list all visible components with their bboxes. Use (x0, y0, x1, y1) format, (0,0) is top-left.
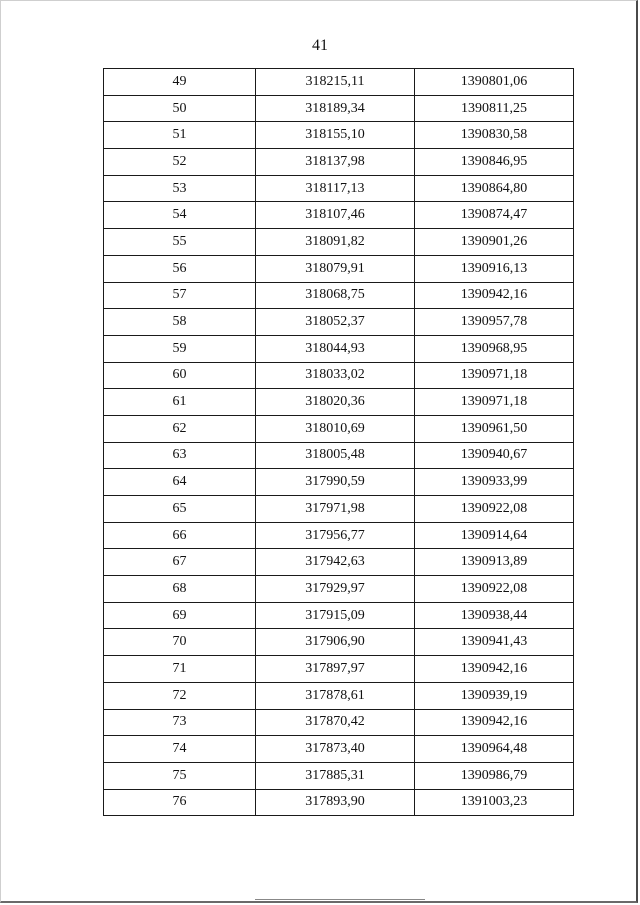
table-row (104, 282, 574, 309)
point-number-cell: 68 (104, 576, 256, 603)
y-coordinate-cell: 1390961,50 (415, 415, 574, 442)
point-number-cell: 58 (104, 309, 256, 336)
table-row (104, 522, 574, 549)
table-row (104, 389, 574, 416)
x-coordinate-cell: 318091,82 (256, 229, 415, 256)
coordinates-table-body (104, 69, 574, 816)
y-coordinate-cell: 1390916,13 (415, 255, 574, 282)
table-row (104, 95, 574, 122)
table-row (104, 736, 574, 763)
x-coordinate-cell: 317873,40 (256, 736, 415, 763)
table-row (104, 602, 574, 629)
y-coordinate-cell: 1390864,80 (415, 175, 574, 202)
x-coordinate-cell: 318215,11 (256, 69, 415, 96)
y-coordinate-cell: 1390801,06 (415, 69, 574, 96)
point-number-cell: 56 (104, 255, 256, 282)
y-coordinate-cell: 1390811,25 (415, 95, 574, 122)
x-coordinate-cell: 318044,93 (256, 335, 415, 362)
x-coordinate-cell: 318117,13 (256, 175, 415, 202)
y-coordinate-cell: 1390874,47 (415, 202, 574, 229)
x-coordinate-cell: 317990,59 (256, 469, 415, 496)
y-coordinate-cell: 1390942,16 (415, 656, 574, 683)
page-number: 41 (312, 37, 328, 54)
y-coordinate-cell: 1390914,64 (415, 522, 574, 549)
point-number-cell: 52 (104, 149, 256, 176)
table-row (104, 149, 574, 176)
y-coordinate-cell: 1390971,18 (415, 362, 574, 389)
table-row (104, 789, 574, 816)
point-number-cell: 74 (104, 736, 256, 763)
x-coordinate-cell: 318033,02 (256, 362, 415, 389)
x-coordinate-cell: 318155,10 (256, 122, 415, 149)
y-coordinate-cell: 1390971,18 (415, 389, 574, 416)
y-coordinate-cell: 1390922,08 (415, 576, 574, 603)
x-coordinate-cell: 318137,98 (256, 149, 415, 176)
y-coordinate-cell: 1390846,95 (415, 149, 574, 176)
table-row (104, 229, 574, 256)
y-coordinate-cell: 1390942,16 (415, 709, 574, 736)
x-coordinate-cell: 317885,31 (256, 762, 415, 789)
table-row (104, 362, 574, 389)
bottom-edge-mark (255, 899, 425, 900)
x-coordinate-cell: 318020,36 (256, 389, 415, 416)
x-coordinate-cell: 317878,61 (256, 682, 415, 709)
point-number-cell: 62 (104, 415, 256, 442)
y-coordinate-cell: 1391003,23 (415, 789, 574, 816)
table-row (104, 549, 574, 576)
point-number-cell: 54 (104, 202, 256, 229)
table-row (104, 69, 574, 96)
y-coordinate-cell: 1390922,08 (415, 496, 574, 523)
y-coordinate-cell: 1390941,43 (415, 629, 574, 656)
x-coordinate-cell: 318052,37 (256, 309, 415, 336)
point-number-cell: 60 (104, 362, 256, 389)
point-number-cell: 66 (104, 522, 256, 549)
point-number-cell: 73 (104, 709, 256, 736)
table-row (104, 442, 574, 469)
table-row (104, 309, 574, 336)
point-number-cell: 55 (104, 229, 256, 256)
x-coordinate-cell: 318010,69 (256, 415, 415, 442)
x-coordinate-cell: 317915,09 (256, 602, 415, 629)
x-coordinate-cell: 317870,42 (256, 709, 415, 736)
x-coordinate-cell: 317906,90 (256, 629, 415, 656)
point-number-cell: 63 (104, 442, 256, 469)
table-row (104, 122, 574, 149)
table-row (104, 255, 574, 282)
y-coordinate-cell: 1390939,19 (415, 682, 574, 709)
point-number-cell: 57 (104, 282, 256, 309)
point-number-cell: 76 (104, 789, 256, 816)
point-number-cell: 49 (104, 69, 256, 96)
point-number-cell: 59 (104, 335, 256, 362)
point-number-cell: 75 (104, 762, 256, 789)
point-number-cell: 69 (104, 602, 256, 629)
y-coordinate-cell: 1390968,95 (415, 335, 574, 362)
x-coordinate-cell: 318107,46 (256, 202, 415, 229)
x-coordinate-cell: 318189,34 (256, 95, 415, 122)
x-coordinate-cell: 317942,63 (256, 549, 415, 576)
y-coordinate-cell: 1390986,79 (415, 762, 574, 789)
table-row (104, 656, 574, 683)
table-row (104, 682, 574, 709)
y-coordinate-cell: 1390957,78 (415, 309, 574, 336)
table-row (104, 335, 574, 362)
y-coordinate-cell: 1390830,58 (415, 122, 574, 149)
point-number-cell: 72 (104, 682, 256, 709)
point-number-cell: 50 (104, 95, 256, 122)
point-number-cell: 65 (104, 496, 256, 523)
point-number-cell: 67 (104, 549, 256, 576)
point-number-cell: 64 (104, 469, 256, 496)
table-row (104, 762, 574, 789)
table-row (104, 175, 574, 202)
y-coordinate-cell: 1390942,16 (415, 282, 574, 309)
x-coordinate-cell: 317929,97 (256, 576, 415, 603)
x-coordinate-cell: 317893,90 (256, 789, 415, 816)
y-coordinate-cell: 1390933,99 (415, 469, 574, 496)
coordinates-table (103, 68, 574, 816)
x-coordinate-cell: 318005,48 (256, 442, 415, 469)
point-number-cell: 71 (104, 656, 256, 683)
x-coordinate-cell: 318079,91 (256, 255, 415, 282)
table-row (104, 469, 574, 496)
y-coordinate-cell: 1390901,26 (415, 229, 574, 256)
y-coordinate-cell: 1390938,44 (415, 602, 574, 629)
table-row (104, 576, 574, 603)
point-number-cell: 61 (104, 389, 256, 416)
table-row (104, 629, 574, 656)
x-coordinate-cell: 317971,98 (256, 496, 415, 523)
table-row (104, 415, 574, 442)
table-row (104, 202, 574, 229)
table-row (104, 709, 574, 736)
point-number-cell: 53 (104, 175, 256, 202)
y-coordinate-cell: 1390940,67 (415, 442, 574, 469)
point-number-cell: 51 (104, 122, 256, 149)
x-coordinate-cell: 317897,97 (256, 656, 415, 683)
x-coordinate-cell: 318068,75 (256, 282, 415, 309)
y-coordinate-cell: 1390913,89 (415, 549, 574, 576)
point-number-cell: 70 (104, 629, 256, 656)
table-row (104, 496, 574, 523)
x-coordinate-cell: 317956,77 (256, 522, 415, 549)
y-coordinate-cell: 1390964,48 (415, 736, 574, 763)
